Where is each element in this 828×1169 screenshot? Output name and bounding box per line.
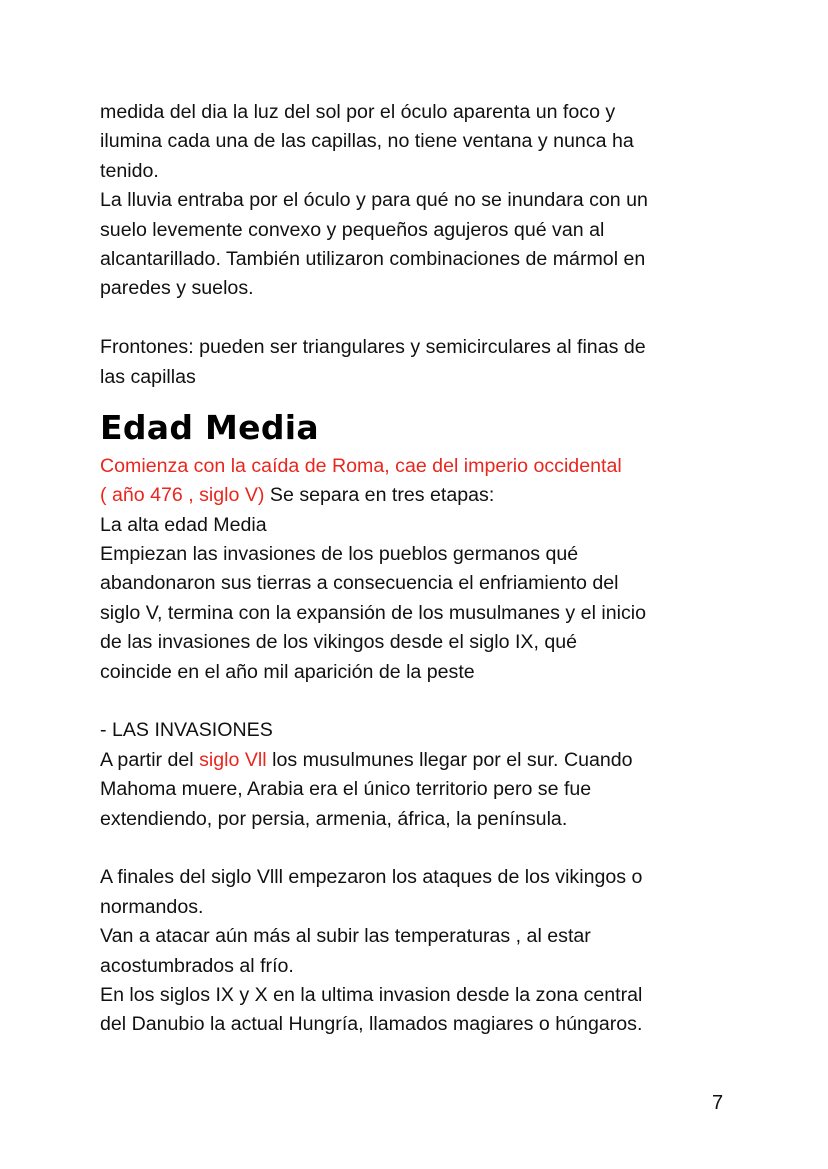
subsection-title: - LAS INVASIONES: [100, 719, 273, 742]
invasiones-paragraph: [100, 716, 740, 834]
text-line: extendiendo, por persia, armenia, áfrica, la península.: [100, 807, 568, 830]
text-line: normandos.: [100, 895, 204, 918]
text-line: tenido.: [100, 159, 159, 182]
text: A partir del: [100, 748, 200, 771]
text-line: Van a atacar aún más al subir las temperaturas , al estar: [100, 925, 591, 948]
text-line: del Danubio la actual Hungría, llamados magiares o húngaros.: [100, 1013, 643, 1036]
paragraph-gap: [100, 304, 740, 333]
text-line: Frontones: pueden ser triangulares y semicirculares al finas de: [100, 336, 646, 359]
edad-media-paragraph: [100, 452, 740, 687]
intro-paragraph: [100, 98, 740, 304]
text-line: siglo V, termina con la expansión de los musulmanes y el inicio: [100, 601, 647, 624]
text-line: medida del dia la luz del sol por el óculo aparenta un foco y: [100, 101, 616, 123]
paragraph-gap: [100, 834, 740, 863]
text-line: Empiezan las invasiones de los pueblos germanos qué: [100, 543, 579, 566]
text-line: La lluvia entraba por el óculo y para qué no se inundara con un: [100, 189, 648, 212]
text-line: [100, 481, 740, 510]
text-line: acostumbrados al frío.: [100, 954, 294, 977]
text-line: [100, 746, 740, 775]
page-number: 7: [712, 1092, 724, 1114]
text-line: ilumina cada una de las capillas, no tiene ventana y nunca ha: [100, 130, 634, 153]
section-heading: Edad Media: [100, 407, 319, 447]
highlighted-text-line: Comienza con la caída de Roma, cae del imperio occidental: [100, 454, 622, 477]
document-page: [100, 98, 740, 1040]
text-line: En los siglos IX y X en la ultima invasion desde la zona central: [100, 983, 643, 1006]
text-line: paredes y suelos.: [100, 277, 254, 300]
highlighted-text: ( año 476 , siglo V): [100, 484, 265, 507]
text-line: A finales del siglo Vlll empezaron los ataques de los vikingos o: [100, 866, 643, 889]
text-line: abandonaron sus tierras a consecuencia el enfriamiento del: [100, 572, 619, 595]
frontones-paragraph: [100, 333, 740, 392]
text-line: las capillas: [100, 365, 196, 388]
text-line: de las invasiones de los vikingos desde el siglo IX, qué: [100, 631, 578, 654]
text-line: La alta edad Media: [100, 513, 267, 536]
text: los musulmunes llegar por el sur. Cuando: [266, 748, 633, 771]
text-line: coincide en el año mil aparición de la peste: [100, 660, 475, 683]
text-line: alcantarillado. También utilizaron combinaciones de mármol en: [100, 247, 646, 270]
paragraph-gap: [100, 687, 740, 716]
text: Se separa en tres etapas:: [264, 484, 495, 507]
highlighted-text: siglo Vll: [199, 748, 267, 771]
vikingos-paragraph: [100, 863, 740, 1039]
text-line: Mahoma muere, Arabia era el único territorio pero se fue: [100, 778, 592, 801]
text-line: suelo levemente convexo y pequeños agujeros qué van al: [100, 218, 605, 241]
